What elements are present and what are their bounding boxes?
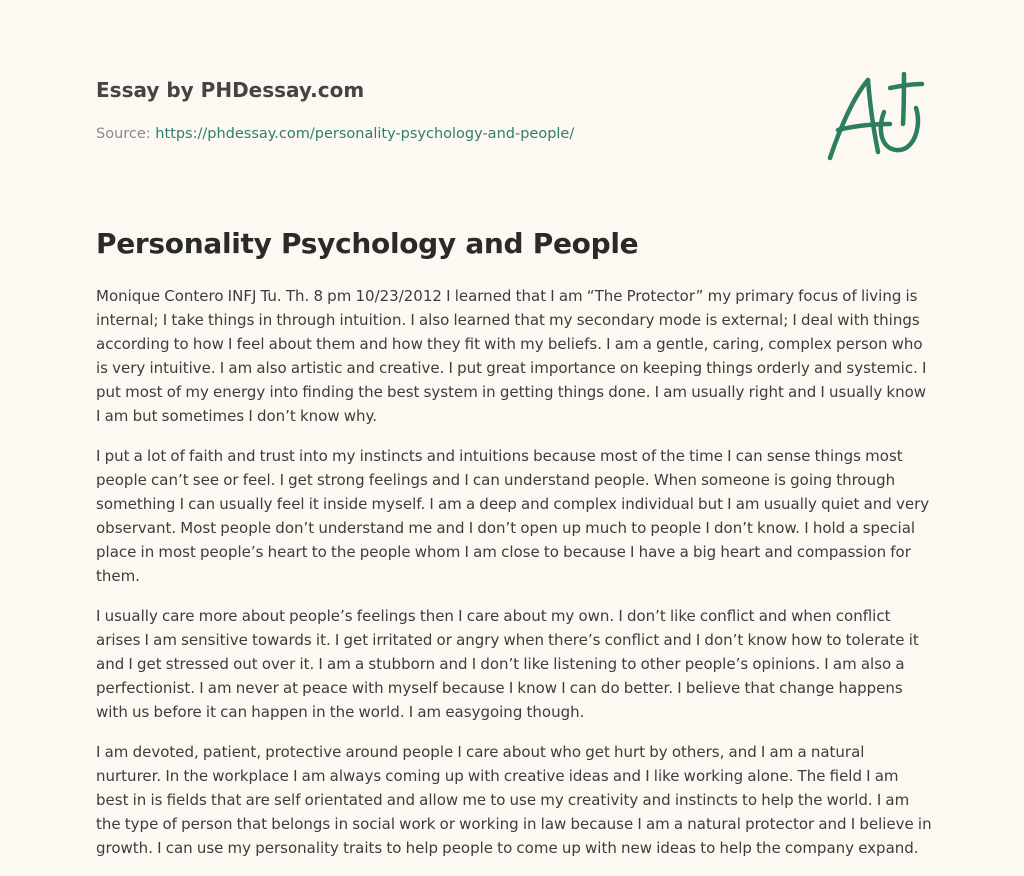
essay-paragraph-2: I put a lot of faith and trust into my instincts and intuitions because most of the time I can sense things most people can’t see or feel. I get strong feelings and I can understand people. When someone is going through something I can usually feel it inside myself. I am a deep and complex individual but I am usually quiet and very observant. Most people don’t understand me and I don’t open up much to people I don’t know. I hold a special place in most people’s heart to the people whom I am close to because I have a big heart and compassion for them. — [96, 447, 930, 585]
brand-title: Essay by PHDessay.com — [96, 78, 365, 102]
page-header — [96, 76, 796, 144]
essay-title: Personality Psychology and People — [96, 227, 639, 260]
essay-body — [96, 284, 932, 876]
essay-paragraph-1: Monique Contero INFJ Tu. Th. 8 pm 10/23/2012 I learned that I am “The Protector” my primary focus of living is internal; I take things in through intuition. I also learned that my secondary mode is external; I deal with things according to how I feel about them and how they fit with my beliefs. I am a gentle, caring, complex person who is very intuitive. I am also artistic and creative. I put great importance on keeping things orderly and systemic. I put most of my energy into finding the best system in getting things done. I am usually right and I usually know I am but sometimes I don’t know why. — [96, 287, 927, 425]
essay-paragraph-4: I am devoted, patient, protective around people I care about who get hurt by others, and I am a natural nurturer. In the workplace I am always coming up with creative ideas and I like working alone. The field I am best in is fields that are self orientated and allow me to use my creativity and instincts to help the world. I am the type of person that belongs in social work or working in law because I am a natural protector and I believe in growth. I can use my personality traits to help people to come up with new ideas to help the company expand. — [96, 743, 932, 857]
essay-paragraph-3: I usually care more about people’s feelings then I care about my own. I don’t like conflict and when conflict arises I am sensitive towards it. I get irritated or angry when there’s conflict and I don’t know how to tolerate it and I get stressed out over it. I am a stubborn and I don’t like listening to other people’s opinions. I am also a perfectionist. I am never at peace with myself because I know I can do better. I believe that change happens with us before it can happen in the world. I am easygoing though. — [96, 607, 919, 721]
source-label: Source: — [96, 126, 156, 142]
source-link[interactable]: https://phdessay.com/personality-psychology-and-people/ — [155, 126, 575, 142]
a-plus-grade-icon — [820, 66, 930, 166]
source-line — [96, 124, 796, 144]
